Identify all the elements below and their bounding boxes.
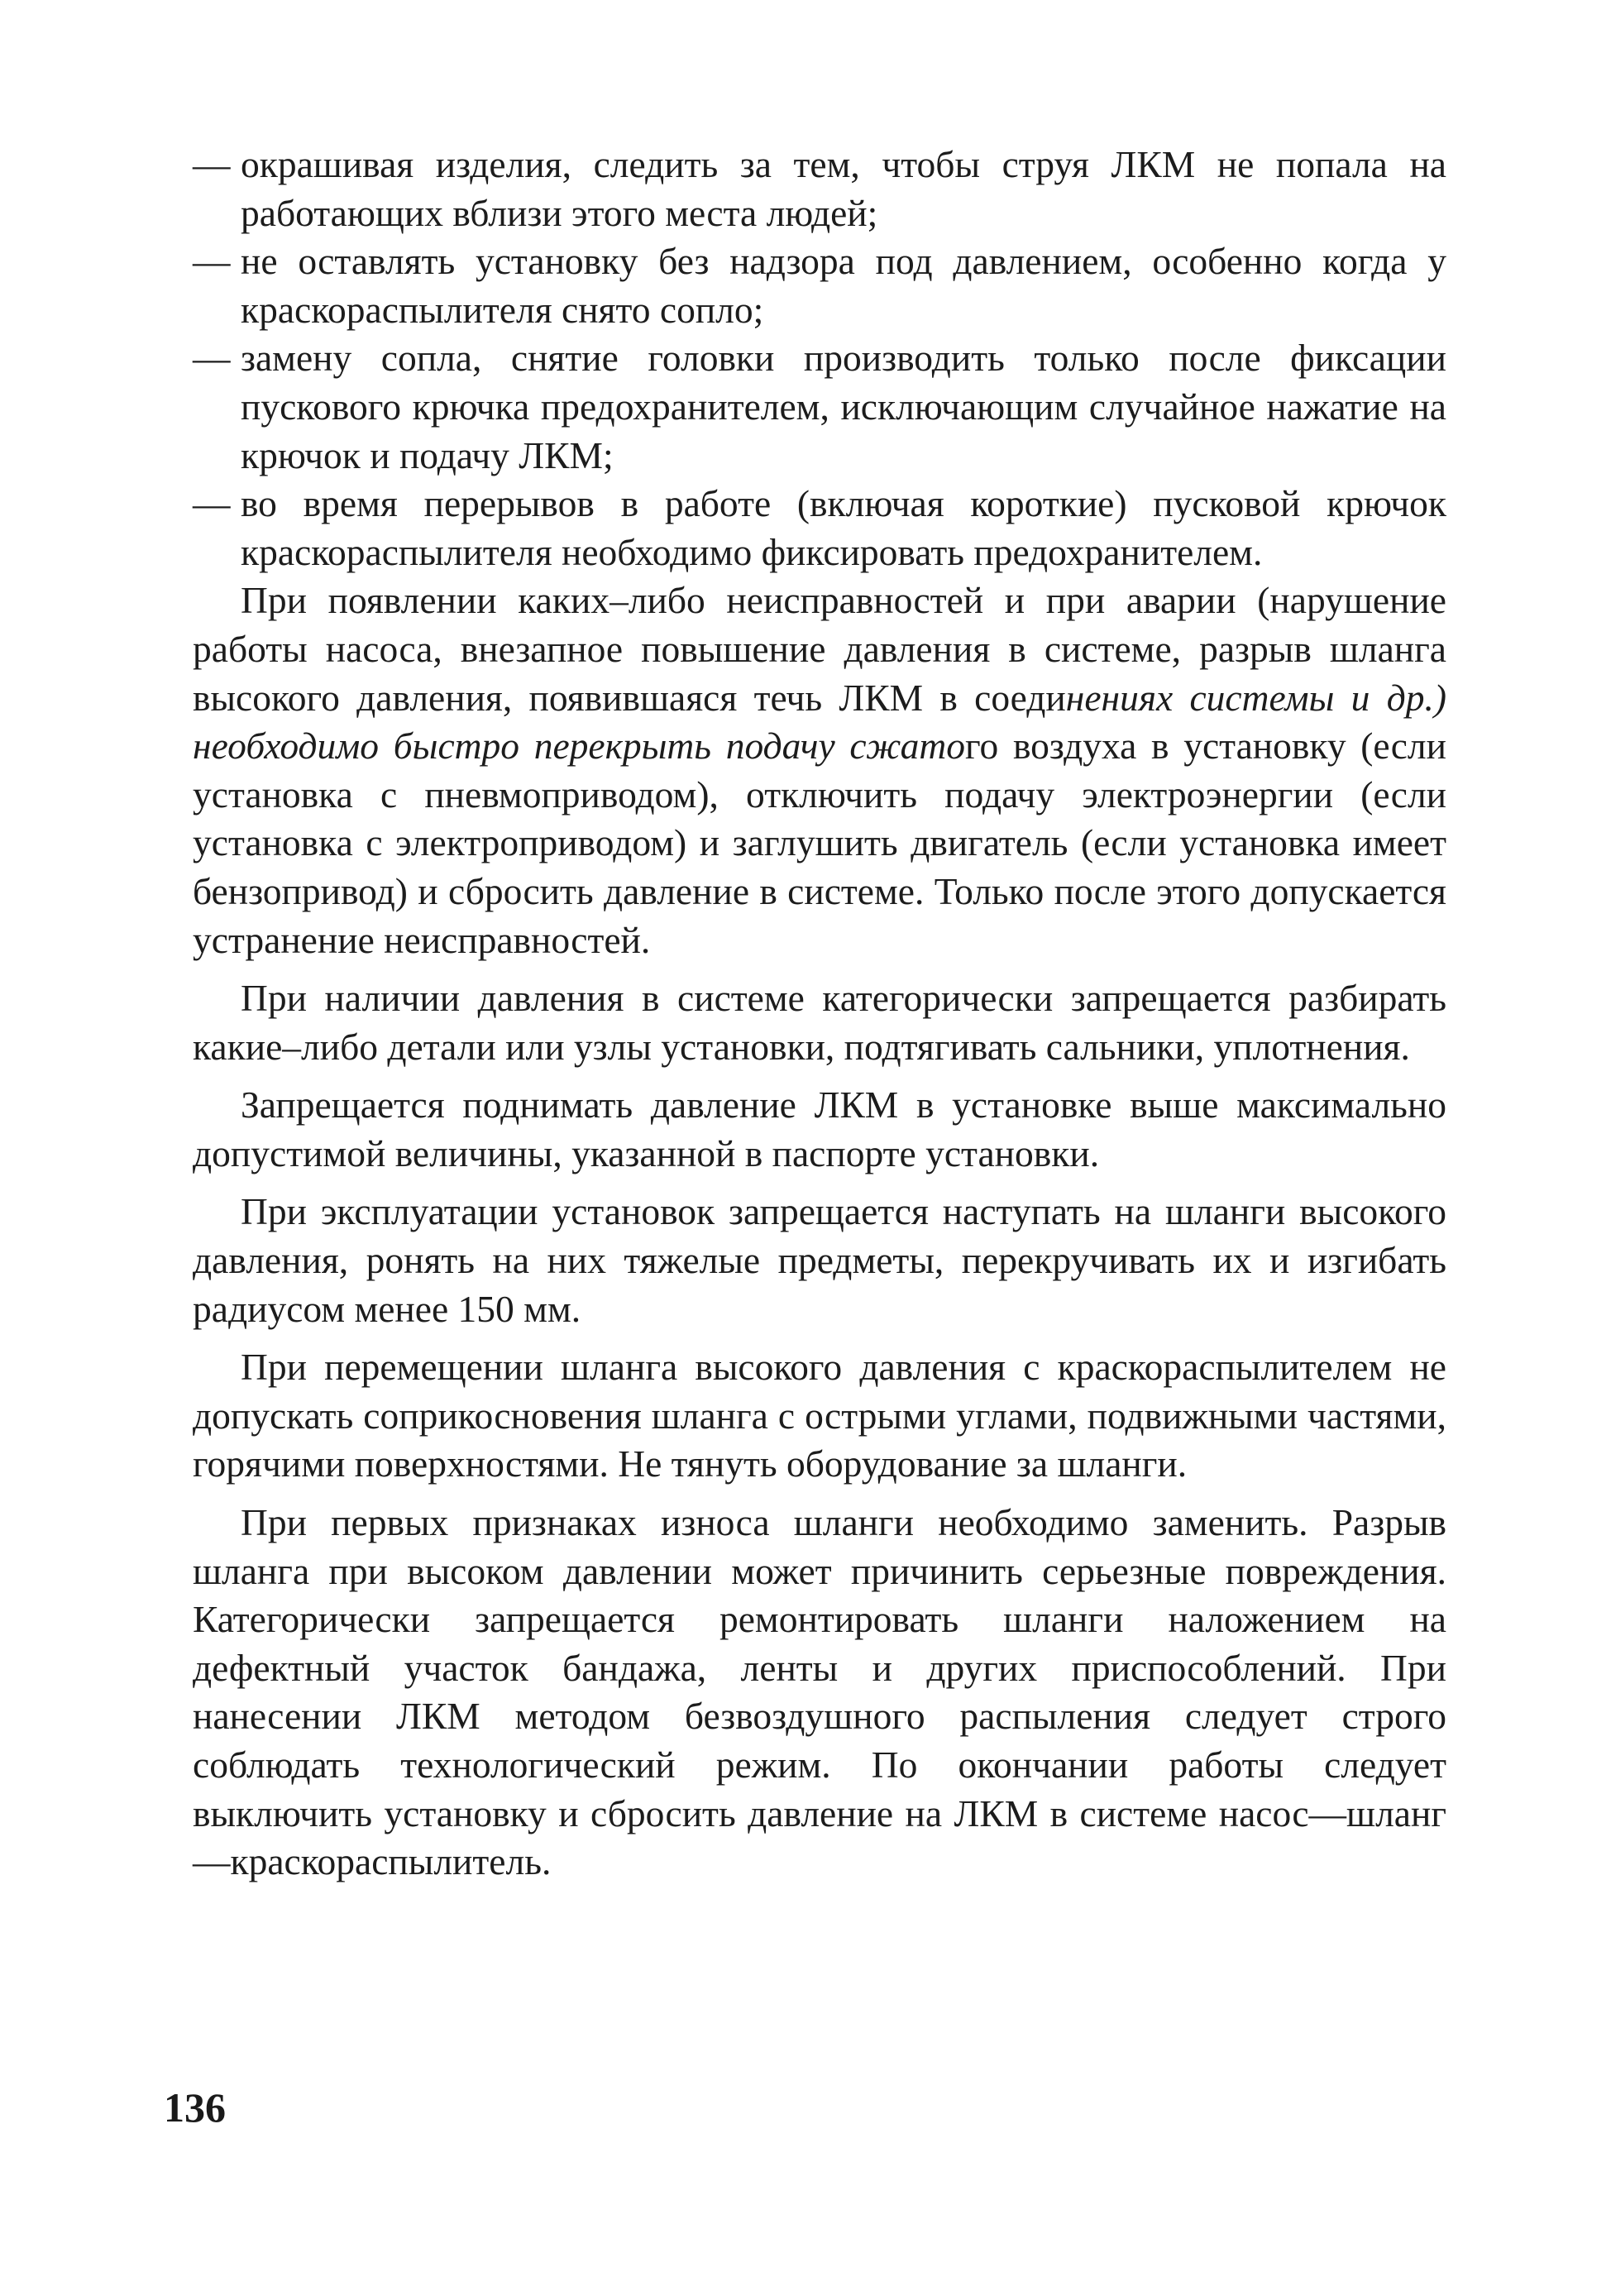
- list-dash: —: [193, 337, 231, 380]
- paragraph: При эксплуатации установок запрещается наступать на шланги высокого давления, ронять на них тяжелые предметы, перекручивать их и изгибать радиусом менее 150 мм.: [193, 1190, 1446, 1330]
- list-item-text: во время перерывов в работе (включая короткие) пусковой крючок краскораспылителя необходимо фиксировать предохранителем.: [241, 482, 1446, 573]
- paragraph: При первых признаках износа шланги необходимо заменить. Разрыв шланга при высоком давлении может причинить серьезные повреждения. Категорически запрещается ремонтировать шланги наложением на дефектный участок бандажа, ленты и других приспособлений. При нанесении ЛКМ методом безвоздушного распыления следует строго соблюдать технологический режим. По окончании работы следует выключить установку и сбросить давление на ЛКМ в системе насос—шланг—краскораспылитель.: [193, 1501, 1446, 1883]
- paragraph-text: При появлении каких–либо неисправностей и при аварии (нарушение работы насоса, внезапное повышение давления в системе, разрыв шланга высокого давления, появившаяся течь ЛКМ в соеди: [193, 579, 1446, 719]
- paragraph: Запрещается поднимать давление ЛКМ в установке выше максимально допустимой величины, указанной в паспорте установки.: [193, 1083, 1446, 1174]
- list-item-text: замену сопла, снятие головки производить только после фиксации пускового крючка предохранителем, исключающим случайное нажатие на крючок и подачу ЛКМ;: [241, 337, 1446, 476]
- list-item: [193, 480, 1446, 576]
- page-text: [193, 141, 1446, 1887]
- paragraph-malfunction: [193, 576, 1446, 964]
- list-item: [193, 334, 1446, 480]
- list-item-text: окрашивая изделия, следить за тем, чтобы струя ЛКМ не попала на работающих вблизи этого места людей;: [241, 143, 1446, 234]
- list-dash: —: [193, 143, 231, 185]
- list-dash: —: [193, 240, 231, 283]
- paragraph-text: го воздуха в установку (если установка с пневмоприводом), отключить подачу электроэнергии (если установка с электроприводом) и заглушить двигатель (если установка имеет бензопривод) и сбросить давление в системе. Только после этого допускается устранение неисправностей.: [193, 725, 1446, 961]
- list-item: [193, 237, 1446, 334]
- list-item: [193, 141, 1446, 237]
- page-number: 136: [164, 2084, 226, 2131]
- paragraph: При наличии давления в системе категорически запрещается разбирать какие–либо детали или узлы установки, подтягивать сальники, уплотнения.: [193, 977, 1446, 1068]
- paragraph: При перемещении шланга высокого давления с краскораспылителем не допускать соприкосновения шланга с острыми углами, подвижными частями, горячими поверхностями. Не тянуть оборудование за шланги.: [193, 1346, 1446, 1485]
- list-dash: —: [193, 482, 231, 525]
- list-item-text: не оставлять установку без надзора под давлением, особенно когда у краскораспылителя снято сопло;: [241, 240, 1446, 331]
- paragraph-italic-text: нениях системы и др.) необходимо быстро перекрыть подачу сжато: [193, 676, 1446, 768]
